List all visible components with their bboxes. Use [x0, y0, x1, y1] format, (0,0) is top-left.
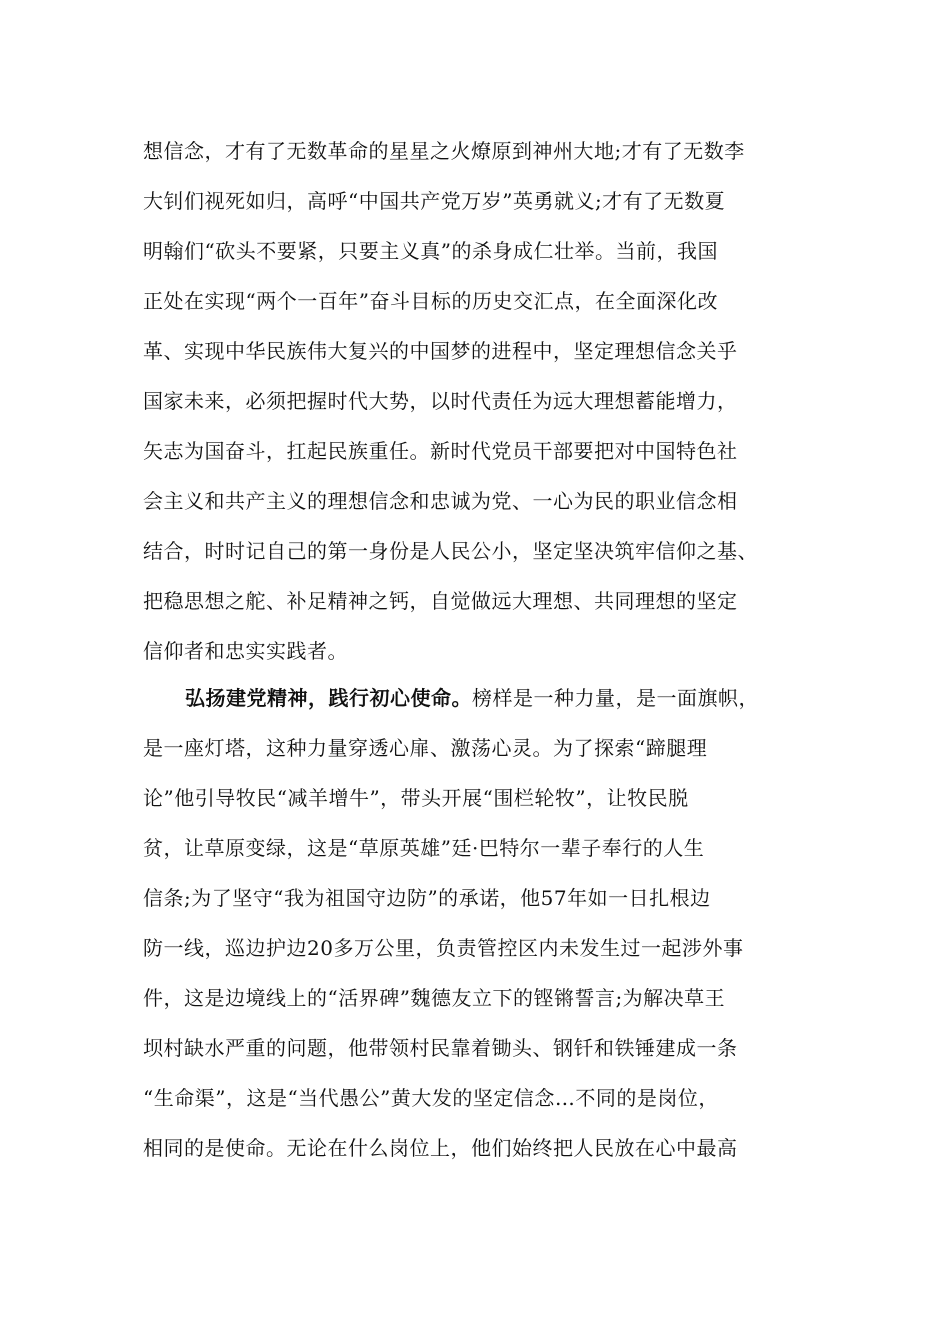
- text-line: 防一线，巡边护边20多万公里，负责管控区内未发生过一起涉外事: [143, 936, 744, 960]
- text-line: 明翰们“砍头不要紧，只要主义真”的杀身成仁壮举。当前，我国: [143, 239, 718, 263]
- text-segment: 榜样是一种力量，是一面旗帜，: [472, 686, 759, 710]
- text-line: 想信念，才有了无数革命的星星之火燎原到神州大地;才有了无数李: [143, 139, 745, 163]
- text-line: 是一座灯塔，这种力量穿透心扉、激荡心灵。为了探索“蹄腿理: [143, 736, 708, 760]
- text-line: 把稳思想之舵、补足精神之钙，自觉做远大理想、共同理想的坚定: [143, 589, 738, 613]
- text-line: 会主义和共产主义的理想信念和忠诚为党、一心为民的职业信念相: [143, 489, 738, 513]
- text-line: 正处在实现“两个一百年”奋斗目标的历史交汇点，在全面深化改: [143, 289, 718, 313]
- paragraph-heading: 弘扬建党精神，践行初心使命。: [185, 686, 472, 710]
- text-line: 大钊们视死如归，高呼“中国共产党万岁”英勇就义;才有了无数夏: [143, 189, 726, 213]
- text-line: 矢志为国奋斗，扛起民族重任。新时代党员干部要把对中国特色社: [143, 439, 738, 463]
- paragraph-party-spirit: [143, 682, 833, 1182]
- text-line: 结合，时时记自己的第一身份是人民公小，坚定坚决筑牢信仰之基、: [143, 539, 758, 563]
- paragraph-ideals-belief: [143, 135, 833, 685]
- text-line: 信仰者和忠实实践者。: [143, 639, 348, 663]
- text-line: 件，这是边境线上的“活界碑”魏德友立下的铿锵誓言;为解决草王: [143, 986, 726, 1010]
- paragraph-first-line: [143, 682, 833, 732]
- text-line: 信条;为了坚守“我为祖国守边防”的承诺，他57年如一日扎根边: [143, 886, 711, 910]
- text-line: 国家未来，必须把握时代大势，以时代责任为远大理想蓄能增力，: [143, 389, 738, 413]
- text-line: 坝村缺水严重的问题，他带领村民靠着锄头、钢钎和铁锤建成一条: [143, 1036, 738, 1060]
- text-line: 革、实现中华民族伟大复兴的中国梦的进程中，坚定理想信念关乎: [143, 339, 738, 363]
- text-line: 论”他引导牧民“减羊增牛”，带头开展“围栏轮牧”，让牧民脱: [143, 786, 689, 810]
- text-line: 贫，让草原变绿，这是“草原英雄”廷·巴特尔一辈子奉行的人生: [143, 836, 705, 860]
- text-line: 相同的是使命。无论在什么岗位上，他们始终把人民放在心中最高: [143, 1136, 738, 1160]
- text-line: “生命渠”，这是“当代愚公”黄大发的坚定信念…不同的是岗位，: [143, 1086, 719, 1110]
